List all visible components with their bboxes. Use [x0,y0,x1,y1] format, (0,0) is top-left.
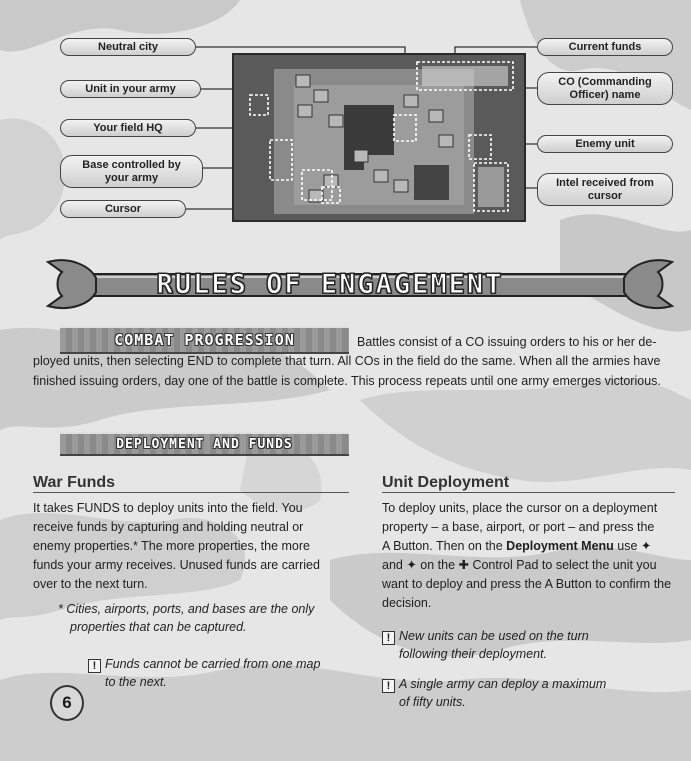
callout-label: your army [104,171,159,184]
war-funds-line: enemy properties.* The more properties, the more [33,539,310,553]
deployment-line: property – a base, airport, or port – and press the [382,520,655,534]
combat-progression-heading: COMBAT PROGRESSION [60,326,349,354]
callout-label: Intel received from [556,176,654,189]
callout-cursor [60,200,186,218]
war-funds-note [88,655,348,691]
deployment-note-1 [382,627,675,663]
callout-co-name [537,72,673,105]
game-map-illustration [234,55,526,222]
text-span: A Button. Then on the [382,539,507,553]
war-funds-footnote [58,600,348,636]
unit-deployment-title: Unit Deployment [382,474,675,493]
callout-label: Your field HQ [93,121,163,134]
callout-label: Enemy unit [575,137,635,150]
war-funds-line: receive funds by capturing and holding neutral or [33,520,304,534]
callout-base-controlled [60,155,203,188]
footnote-line: properties that can be captured. [70,620,247,634]
deployment-note-2 [382,675,675,711]
callout-neutral-city [60,38,196,56]
callout-current-funds [537,38,673,56]
note-line: Funds cannot be carried from one map [105,657,321,671]
callout-field-hq [60,119,196,137]
war-funds-line: It takes FUNDS to deploy units into the field. You [33,501,303,515]
game-map-screenshot [232,53,526,222]
exclamation-icon: ! [382,679,395,693]
deployment-menu-term: Deployment Menu [506,539,614,553]
callout-label: Base controlled by [82,158,181,171]
war-funds-text [33,499,349,594]
war-funds-line: funds your army receives. Unused funds are carried [33,558,320,572]
page-title: RULES OF ENGAGEMENT [156,268,504,300]
deployment-funds-heading: DEPLOYMENT AND FUNDS [60,432,349,456]
combat-line-2: ployed units, then selecting END to complete that turn. All COs in the field do the same. When all the armies have [33,354,661,368]
deployment-line: want to deploy and press the A Button to confirm the [382,577,672,591]
exclamation-icon: ! [382,631,395,645]
callout-label: Current funds [568,40,642,53]
deployment-line: To deploy units, place the cursor on a deployment [382,501,658,515]
callout-label: Officer) name [569,88,641,101]
deployment-line: and ✦ on the ✚ Control Pad to select the unit you [382,558,657,572]
callout-label: cursor [587,189,623,202]
note-line: of fifty units. [399,695,466,709]
callout-label: Unit in your army [85,82,176,95]
exclamation-icon: ! [88,659,101,673]
page-number: 6 [50,685,84,721]
callout-label: Neutral city [98,40,158,53]
text-span: use ✦ [613,539,652,553]
unit-deployment-text [382,499,675,613]
war-funds-title: War Funds [33,474,349,493]
callout-intel [537,173,673,206]
note-line: A single army can deploy a maximum [399,677,607,691]
combat-line-1: Battles consist of a CO issuing orders to his or her de- [357,335,657,349]
combat-line-3: finished issuing orders, day one of the battle is complete. This process repeats until one army emerges victorious. [33,374,661,388]
war-funds-line: over to the next turn. [33,577,148,591]
note-line: New units can be used on the turn [399,629,589,643]
deployment-line [382,537,675,556]
callout-label: Cursor [104,202,142,215]
deployment-line: decision. [382,596,432,610]
note-line: following their deployment. [399,647,547,661]
callout-unit-in-army [60,80,201,98]
callout-enemy-unit [537,135,673,153]
note-line: to the next. [105,675,167,689]
footnote-line: * Cities, airports, ports, and bases are the only [58,602,315,616]
callout-label: CO (Commanding [558,75,652,88]
